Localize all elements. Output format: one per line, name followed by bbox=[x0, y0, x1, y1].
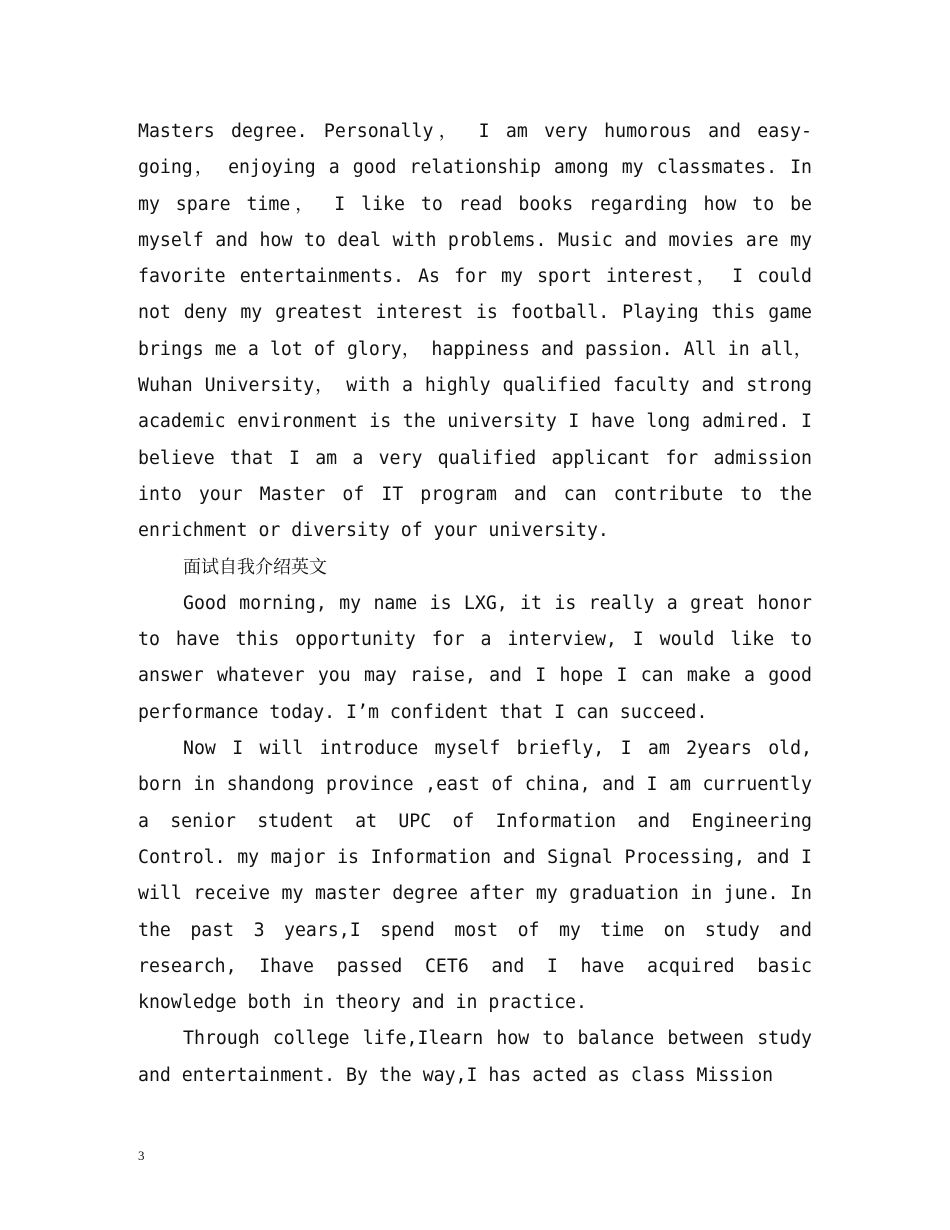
section-heading: 面试自我介绍英文 bbox=[183, 556, 327, 578]
paragraph-college-life: Through college life,Ilearn how to balance between study and entertainment. By the way,I has acted as class Mission bbox=[138, 1028, 812, 1086]
paragraph-background: Now I will introduce myself briefly, I am 2years old, born in shandong province ,east of china, and I am curruently a senior student at UPC of Information and Engineering Control. my major is Information and Signal Processing, and I will receive my master degree after my graduation in june. In the past 3 years,I spend most of my time on study and research, Ihave passed CET6 and I have acquired basic knowledge both in theory and in practice. bbox=[138, 738, 812, 1014]
paragraph-applicant-summary: Masters degree. Personally， I am very humorous and easy-going， enjoying a good relationship among my classmates. In my spare time， I like to read books regarding how to be myself and how to deal with problems. Music and movies are my favorite entertainments. As for my sport interest， I could not deny my greatest interest is football. Playing this game brings me a lot of glory， happiness and passion. All in all， Wuhan University， with a highly qualified faculty and strong academic environment is the university I have long admired. I believe that I am a very qualified applicant for admission into your Master of IT program and can contribute to the enrichment or diversity of your university. bbox=[138, 121, 812, 542]
paragraph-greeting: Good morning, my name is LXG, it is really a great honor to have this opportunity for a interview, I would like to answer whatever you may raise, and I hope I can make a good performance today. I’m confident that I can succeed. bbox=[138, 592, 812, 723]
document-body bbox=[138, 114, 812, 1094]
page-number: 3 bbox=[138, 1148, 145, 1163]
